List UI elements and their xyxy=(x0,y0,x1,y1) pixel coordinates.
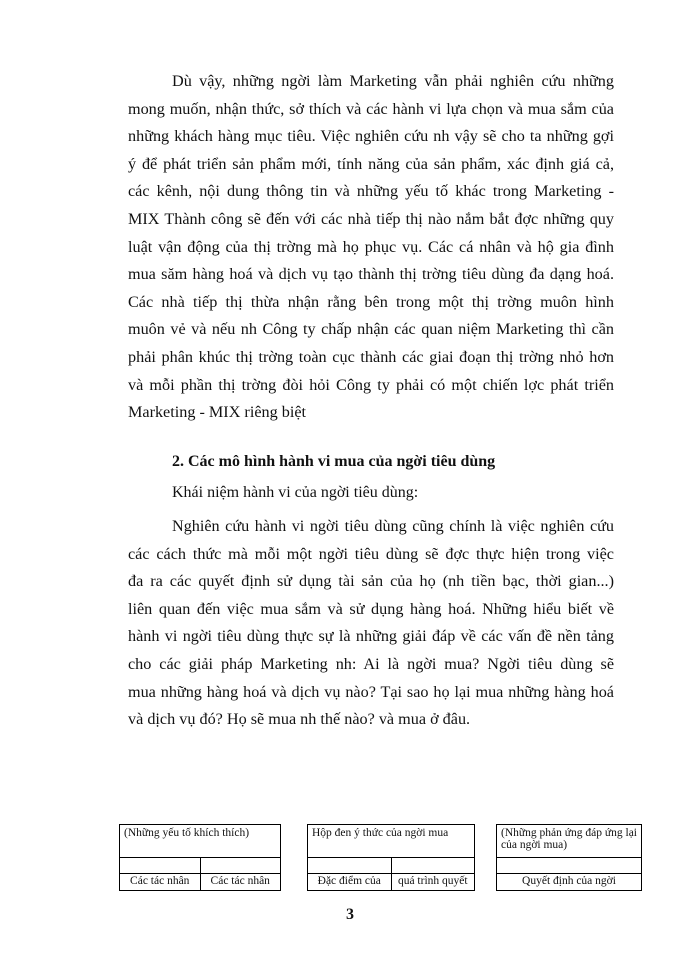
box-cell: Quyết định của ngời xyxy=(522,875,616,887)
paragraph-2 xyxy=(128,513,614,734)
box-title: (Những phản ứng đáp ứng lại của ngời mua) xyxy=(501,827,637,851)
box-title: (Những yếu tố khích thích) xyxy=(124,827,250,839)
page-number: 3 xyxy=(346,906,354,923)
text-line: và mỗi phần thị trờng đòi hỏi Công ty phải có một chiến lợc phát triển xyxy=(128,375,614,394)
text-line: liên quan đến việc mua sắm và sử dụng hàng hoá. Những hiểu biết về xyxy=(128,599,614,618)
subheading: Khái niệm hành vi của ngời tiêu dùng: xyxy=(172,484,419,501)
box-row xyxy=(308,873,474,890)
text-line: muôn vẻ và nếu nh Công ty chấp nhận các quan niệm Marketing thì cần xyxy=(128,320,614,339)
text-line: cho các giải pháp Marketing nh: Ai là ngời mua? Ngời tiêu dùng sẽ xyxy=(128,654,614,673)
text-line: mua săm hàng hoá và dịch vụ tạo thành thị trờng tiêu dùng đa dạng hoá. xyxy=(128,265,614,284)
box-cell: quá trình quyết xyxy=(391,874,475,890)
box-cell: Các tác nhân xyxy=(200,874,281,890)
text-line: mong muốn, nhận thức, sở thích và các hành vi lựa chọn và mua sắm của xyxy=(128,99,614,118)
box-row xyxy=(120,873,280,890)
diagram-box-responses xyxy=(496,824,642,891)
text-line: và dịch vụ đó? Họ sẽ mua nh thế nào? và mua ở đâu. xyxy=(128,710,471,729)
text-line: Nghiên cứu hành vi ngời tiêu dùng cũng chính là việc nghiên cứu xyxy=(172,517,614,535)
text-line: các kênh, nội dung thông tin và những yếu tố khác trong Marketing - xyxy=(128,182,614,201)
text-line: đa ra các quyết định sử dụng tài sản của họ (nh tiền bạc, thời gian...) xyxy=(128,572,614,591)
text-line: những khách hàng mục tiêu. Việc nghiên cứu nh vậy sẽ cho ta những gợi xyxy=(128,127,614,146)
text-line: hành vi ngời tiêu dùng thực sự là những giải đáp về các vấn đề nền tảng xyxy=(128,627,614,646)
box-cell xyxy=(120,858,200,873)
text-line: phải phân khúc thị trờng toàn cục thành các giai đoạn thị trờng nhỏ hơn xyxy=(128,347,614,366)
text-line: mua những hàng hoá và dịch vụ nào? Tại sao họ lại mua những hàng hoá xyxy=(128,682,614,701)
box-cell xyxy=(308,858,391,873)
text-line: Các nhà tiếp thị thừa nhận rằng bên trong một thị trờng muôn hình xyxy=(128,292,614,311)
box-row xyxy=(308,857,474,873)
box-row xyxy=(497,873,641,890)
diagram-box-black-box xyxy=(307,824,475,891)
box-row xyxy=(497,857,641,873)
box-cell: Các tác nhân xyxy=(130,875,190,887)
box-cell xyxy=(497,858,641,873)
text-line: MIX Thành công sẽ đến với các nhà tiếp thị nào nắm bắt đợc những quy xyxy=(128,209,614,228)
box-cell xyxy=(391,858,475,873)
box-cell: Đặc điểm của xyxy=(317,875,381,887)
text-line: Marketing - MIX riêng biệt xyxy=(128,403,307,422)
paragraph-1 xyxy=(128,68,614,427)
section-heading: 2. Các mô hình hành vi mua của ngời tiêu dùng xyxy=(172,453,496,470)
text-line: ý để phát triển sản phẩm mới, tính năng của sản phẩm, xác định giá cả, xyxy=(128,154,614,173)
box-row xyxy=(120,857,280,873)
diagram-box-stimuli xyxy=(119,824,281,891)
box-cell xyxy=(200,858,281,873)
box-title: Hộp đen ý thức của ngời mua xyxy=(312,827,449,839)
text-line: các cách thức mà mỗi một ngời tiêu dùng sẽ đợc thực hiện trong việc xyxy=(128,544,614,563)
text-line: Dù vậy, những ngời làm Marketing vẫn phải nghiên cứu những xyxy=(172,72,614,90)
text-line: luật vận động của thị trờng mà họ phục vụ. Các cá nhân và hộ gia đình xyxy=(128,237,614,256)
